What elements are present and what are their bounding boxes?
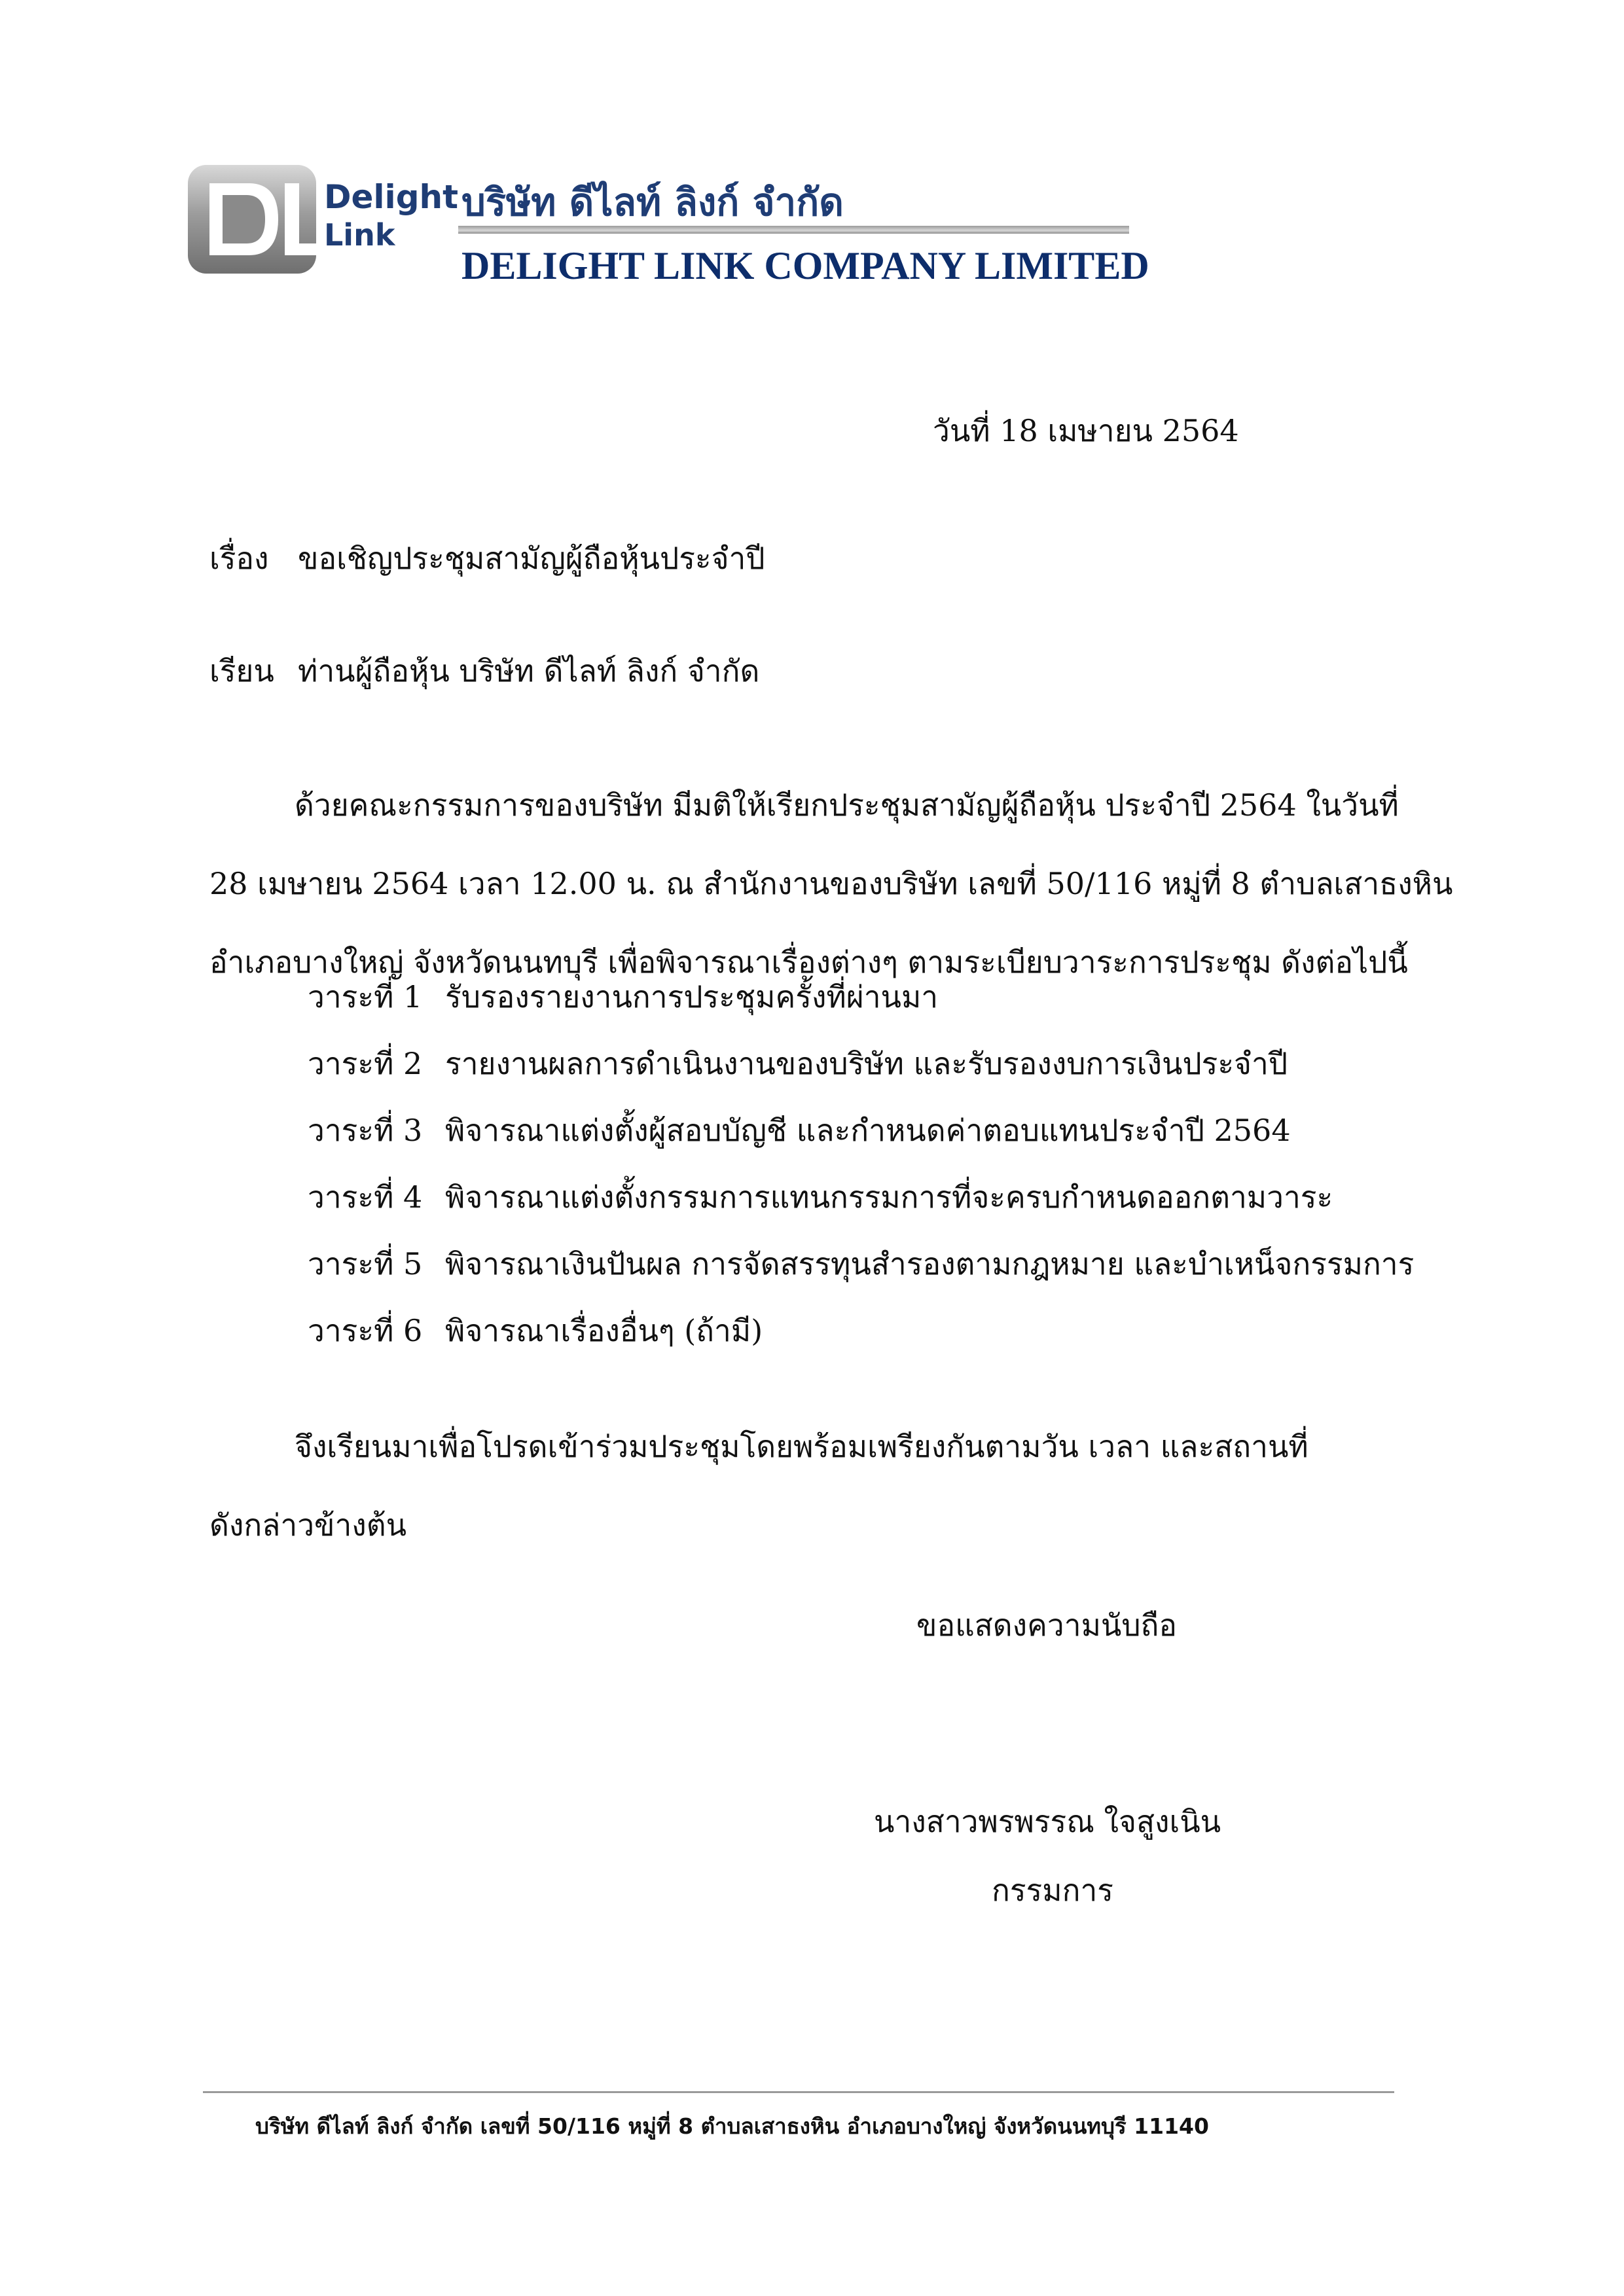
signer-name: นางสาวพรพรรณ ใจสูงเนิน [874, 1804, 1221, 1839]
agenda-item [308, 1313, 763, 1348]
agenda-number: วาระที่ 3 [308, 1113, 423, 1148]
complimentary-close: ขอแสดงความนับถือ [916, 1607, 1178, 1643]
agenda-item [308, 1046, 1288, 1081]
agenda-text: รายงานผลการดำเนินงานของบริษัท และรับรองงบการเงินประจำปี [445, 1046, 1288, 1081]
closing-line: จึงเรียนมาเพื่อโปรดเข้าร่วมประชุมโดยพร้อมเพรียงกันตามวัน เวลา และสถานที่ [295, 1429, 1308, 1464]
agenda-number: วาระที่ 2 [308, 1046, 423, 1081]
agenda-item [308, 979, 939, 1014]
logo-text-link: Link [324, 217, 395, 253]
recipient-label: เรียน [209, 653, 274, 689]
footer-address: บริษัท ดีไลท์ ลิงก์ จำกัด เลขที่ 50/116 หมู่ที่ 8 ตำบลเสาธงหิน อำเภอบางใหญ่ จังหวัดนนทบุรี 11140 [255, 2113, 1209, 2139]
subject-line [209, 541, 765, 576]
closing-paragraph [209, 1407, 1447, 1564]
agenda-number: วาระที่ 6 [308, 1313, 423, 1348]
signer-title: กรรมการ [992, 1873, 1113, 1908]
agenda-number: วาระที่ 4 [308, 1179, 423, 1215]
agenda-text: พิจารณาเรื่องอื่นๆ (ถ้ามี) [445, 1313, 763, 1348]
logo-text-delight: Delight [324, 178, 458, 216]
agenda-number: วาระที่ 5 [308, 1246, 423, 1282]
company-name-thai: บริษัท ดีไลท์ ลิงก์ จำกัด [461, 180, 844, 224]
agenda-text: พิจารณาแต่งตั้งผู้สอบบัญชี และกำหนดค่าตอบแทนประจำปี 2564 [445, 1113, 1291, 1148]
footer-divider [203, 2091, 1394, 2093]
header-divider [458, 226, 1129, 234]
company-logo [187, 164, 458, 275]
body-paragraph [209, 766, 1453, 1001]
body-line: ด้วยคณะกรรมการของบริษัท มีมติให้เรียกประชุมสามัญผู้ถือหุ้น ประจำปี 2564 ในวันที่ [295, 787, 1399, 823]
body-line: อำเภอบางใหญ่ จังหวัดนนทบุรี เพื่อพิจารณาเรื่องต่างๆ ตามระเบียบวาระการประชุม ดังต่อไปนี้ [209, 944, 1408, 980]
agenda-item [308, 1113, 1291, 1148]
subject-label: เรื่อง [209, 541, 269, 576]
agenda-item [308, 1246, 1415, 1282]
letter-date: วันที่ 18 เมษายน 2564 [933, 413, 1239, 448]
agenda-text: พิจารณาแต่งตั้งกรรมการแทนกรรมการที่จะครบกำหนดออกตามวาระ [445, 1179, 1333, 1215]
subject-text: ขอเชิญประชุมสามัญผู้ถือหุ้นประจำปี [298, 541, 765, 576]
closing-line: ดังกล่าวข้างต้น [209, 1507, 407, 1543]
dl-logo-icon [187, 164, 317, 275]
company-name-english: DELIGHT LINK COMPANY LIMITED [461, 244, 1149, 287]
agenda-text: พิจารณาเงินปันผล การจัดสรรทุนสำรองตามกฎหมาย และบำเหน็จกรรมการ [445, 1246, 1415, 1282]
recipient-line [209, 653, 760, 689]
body-line: 28 เมษายน 2564 เวลา 12.00 น. ณ สำนักงานของบริษัท เลขที่ 50/116 หมู่ที่ 8 ตำบลเสาธงหิน [209, 866, 1453, 901]
agenda-text: รับรองรายงานการประชุมครั้งที่ผ่านมา [445, 979, 939, 1014]
agenda-number: วาระที่ 1 [308, 979, 423, 1014]
agenda-item [308, 1179, 1333, 1215]
recipient-text: ท่านผู้ถือหุ้น บริษัท ดีไลท์ ลิงก์ จำกัด [298, 653, 760, 689]
